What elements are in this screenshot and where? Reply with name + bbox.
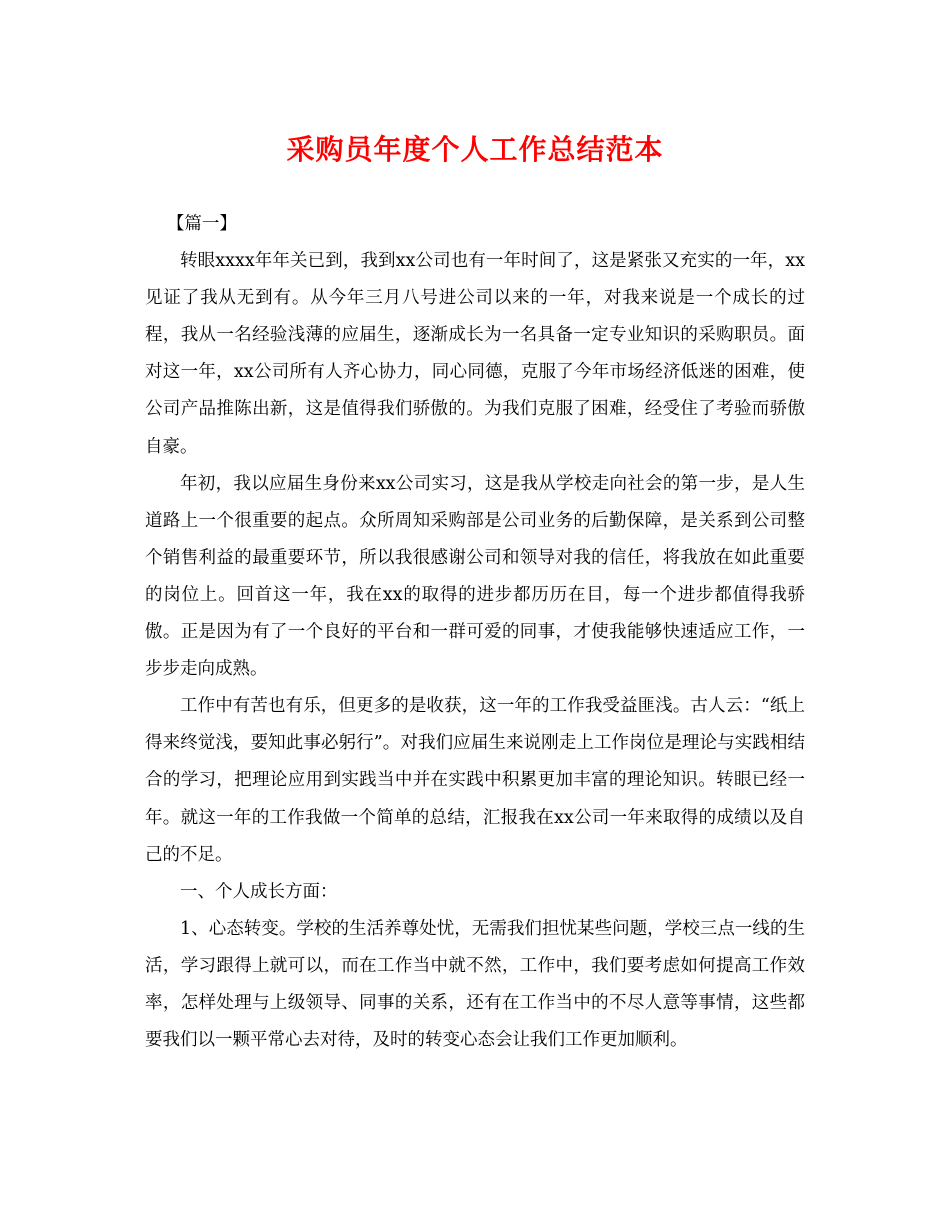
section-tag: 【篇一】 — [166, 214, 237, 234]
paragraph-1: 转眼xxxx年年关已到，我到xx公司也有一年时间了，这是紧张又充实的一年，xx见证了我从无到有。从今年三月八号进公司以来的一年，对我来说是一个成长的过程，我从一名经验浅薄的应届生，逐渐成长为一名具备一定专业知识的采购职员。面对这一年，xx公司所有人齐心协力，同心同德，克服了今年市场经济低迷的困难，使公司产品推陈出新，这是值得我们骄傲的。为我们克服了困难，经受住了考验而骄傲自豪。 — [145, 251, 805, 457]
paragraph-4: 1、心态转变。学校的生活养尊处忧，无需我们担忧某些问题，学校三点一线的生活，学习跟得上就可以，而在工作当中就不然，工作中，我们要考虑如何提高工作效率，怎样处理与上级领导、同事的关系，还有在工作当中的不尽人意等事情，这些都要我们以一颗平常心去对待，及时的转变心态会让我们工作更加顺利。 — [145, 918, 805, 1051]
document-title: 采购员年度个人工作总结范本 — [286, 133, 664, 166]
document-body — [145, 206, 805, 1059]
section-heading-personal-growth: 一、个人成长方面： — [180, 881, 338, 902]
paragraph-3: 工作中有苦也有乐，但更多的是收获，这一年的工作我受益匪浅。古人云：“纸上得来终觉浅，要知此事必躬行”。对我们应届生来说刚走上工作岗位是理论与实践相结合的学习，把理论应用到实践当中并在实践中积累更加丰富的理论知识。转眼已经一年。就这一年的工作我做一个简单的总结，汇报我在xx公司一年来取得的成绩以及自己的不足。 — [145, 696, 805, 865]
paragraph-2: 年初，我以应届生身份来xx公司实习，这是我从学校走向社会的第一步，是人生道路上一个很重要的起点。众所周知采购部是公司业务的后勤保障，是关系到公司整个销售利益的最重要环节，所以我很感谢公司和领导对我的信任，将我放在如此重要的岗位上。回首这一年，我在xx的取得的进步都历历在目，每一个进步都值得我骄傲。正是因为有了一个良好的平台和一群可爱的同事，才使我能够快速适应工作，一步步走向成熟。 — [145, 473, 805, 680]
